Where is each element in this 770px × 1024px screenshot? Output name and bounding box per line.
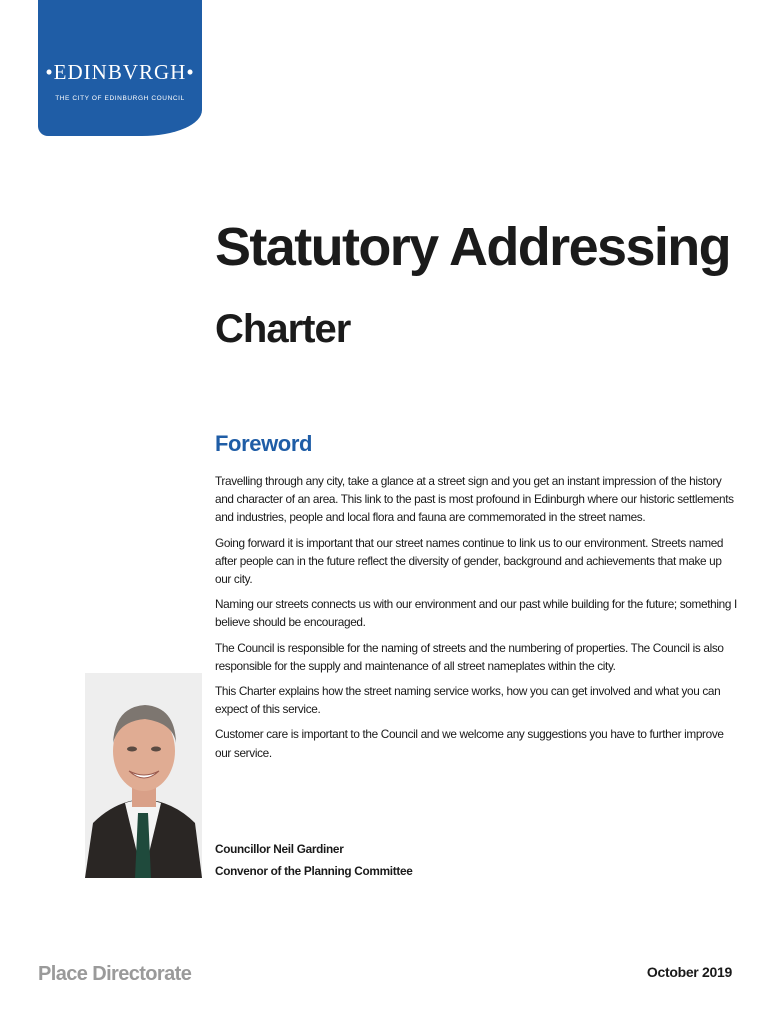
footer-date: October 2019 (646, 964, 732, 980)
foreword-body (215, 472, 740, 769)
foreword-paragraph: Naming our streets connects us with our environment and our past while building for the future; something I believe should be encouraged. (215, 597, 737, 630)
document-title: Statutory Addressing (215, 217, 731, 277)
foreword-paragraph: The Council is responsible for the naming of streets and the numbering of properties. The Council is also responsible for the supply and maintenance of all street nameplates within the city. (215, 640, 724, 673)
foreword-paragraph: Travelling through any city, take a glance at a street sign and you get an instant impression of the history and character of an area. This link to the past is most profound in Edinburgh where our historic settlements and industries, people and local flora and fauna are commemorated in the street names. (215, 474, 734, 525)
footer-directorate: Place Directorate (38, 963, 192, 985)
councillor-photo (85, 673, 202, 878)
document-subtitle: Charter (215, 307, 351, 351)
foreword-paragraph: This Charter explains how the street naming service works, how you can get involved and what you can expect of this service. (215, 684, 721, 717)
foreword-paragraph: Customer care is important to the Council and we welcome any suggestions you have to further improve our service. (215, 727, 724, 760)
council-logo (38, 0, 202, 136)
signature-role: Convenor of the Planning Committee (215, 864, 413, 878)
logo-subtitle: THE CITY OF EDINBURGH COUNCIL (55, 95, 185, 102)
portrait-illustration (85, 673, 202, 878)
foreword-paragraph: Going forward it is important that our street names continue to link us to our environment. Streets named after people can in the future reflect the diversity of gender, background and achievements that make up our city. (215, 535, 724, 587)
signature-block (215, 838, 615, 882)
foreword-heading: Foreword (215, 431, 313, 456)
signature-name: Councillor Neil Gardiner (215, 842, 344, 856)
logo-wordmark: •EDINBVRGH• (45, 60, 195, 84)
